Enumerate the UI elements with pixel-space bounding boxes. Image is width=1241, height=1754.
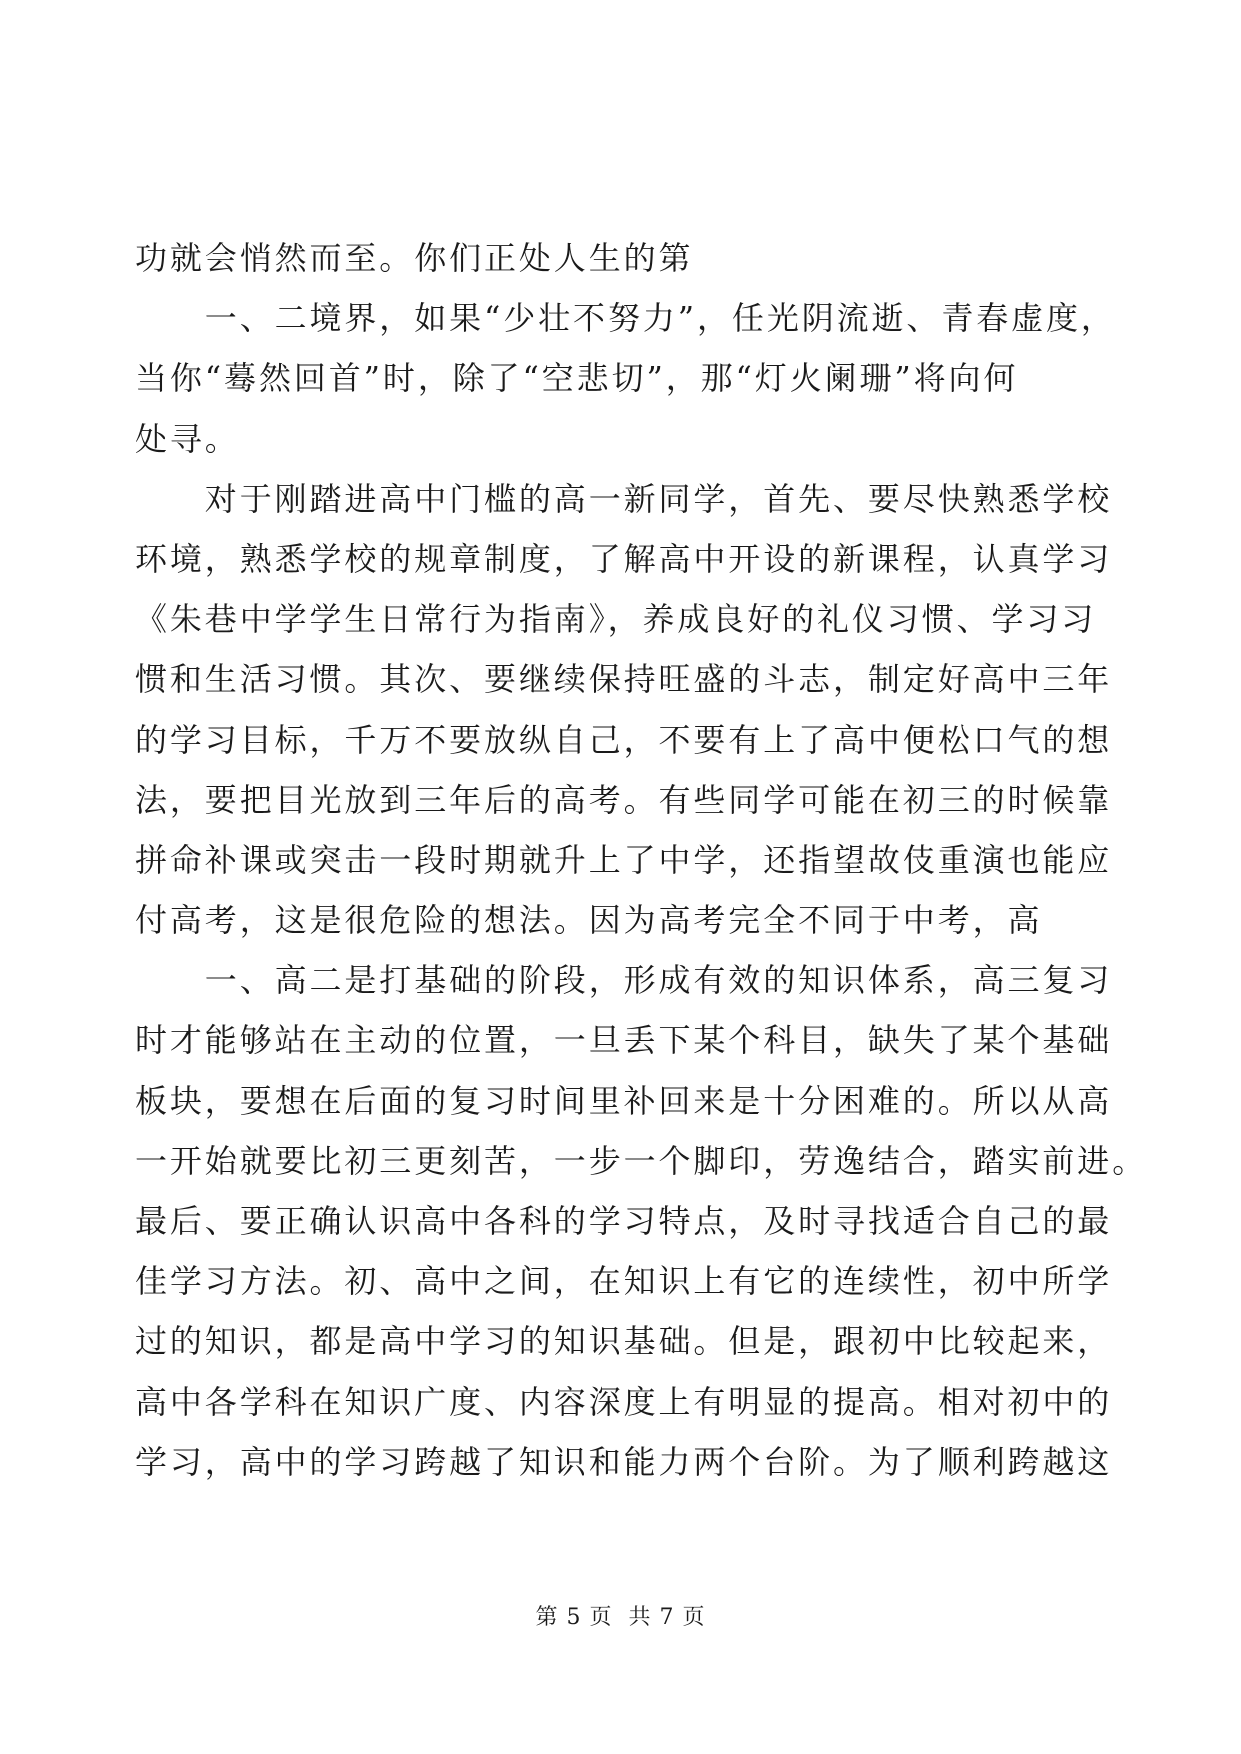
document-body: [135, 228, 1148, 1492]
text-line: 对于刚踏进高中门槛的高一新同学，首先、要尽快熟悉学校: [135, 479, 1113, 518]
text-line: 一、高二是打基础的阶段，形成有效的知识体系，高三复习: [135, 961, 1113, 1000]
text-line: 过的知识，都是高中学习的知识基础。但是，跟初中比较起来，: [135, 1322, 1113, 1361]
text-line: 《朱巷中学学生日常行为指南》，养成良好的礼仪习惯、学习习: [135, 600, 1097, 639]
text-line: 时才能够站在主动的位置，一旦丢下某个科目，缺失了某个基础: [135, 1021, 1113, 1060]
text-line: 的学习目标，千万不要放纵自己，不要有上了高中便松口气的想: [135, 720, 1113, 759]
text-line: 拼命补课或突击一段时期就升上了中学，还指望故伎重演也能应: [135, 840, 1113, 879]
text-line: 法，要把目光放到三年后的高考。有些同学可能在初三的时候靠: [135, 780, 1113, 819]
text-line: 处寻。: [135, 419, 240, 458]
text-line: 当你“蓦然回首”时，除了“空悲切”，那“灯火阑珊”将向何: [135, 359, 1019, 398]
text-line: 付高考，这是很危险的想法。因为高考完全不同于中考，高: [135, 901, 1043, 940]
text-line: 一开始就要比初三更刻苦，一步一个脚印，劳逸结合，踏实前进。: [135, 1141, 1148, 1180]
text-line: 板块，要想在后面的复习时间里补回来是十分困难的。所以从高: [135, 1081, 1113, 1120]
text-line: 佳学习方法。初、高中之间，在知识上有它的连续性，初中所学: [135, 1262, 1113, 1301]
text-line: 惯和生活习惯。其次、要继续保持旺盛的斗志，制定好高中三年: [135, 660, 1113, 699]
text-line: 环境，熟悉学校的规章制度，了解高中开设的新课程，认真学习: [135, 539, 1113, 578]
text-line: 最后、要正确认识高中各科的学习特点，及时寻找适合自己的最: [135, 1202, 1113, 1240]
text-line: 学习，高中的学习跨越了知识和能力两个台阶。为了顺利跨越这: [135, 1442, 1113, 1481]
text-line: 一、二境界，如果“少壮不努力”，任光阴流逝、青春虚度，: [135, 299, 1116, 338]
text-line: 高中各学科在知识广度、内容深度上有明显的提高。相对初中的: [135, 1382, 1113, 1421]
text-line: 功就会悄然而至。你们正处人生的第: [135, 239, 694, 277]
page-footer: [0, 1603, 1241, 1633]
page-number: 第 5 页 共 7 页: [535, 1605, 706, 1630]
